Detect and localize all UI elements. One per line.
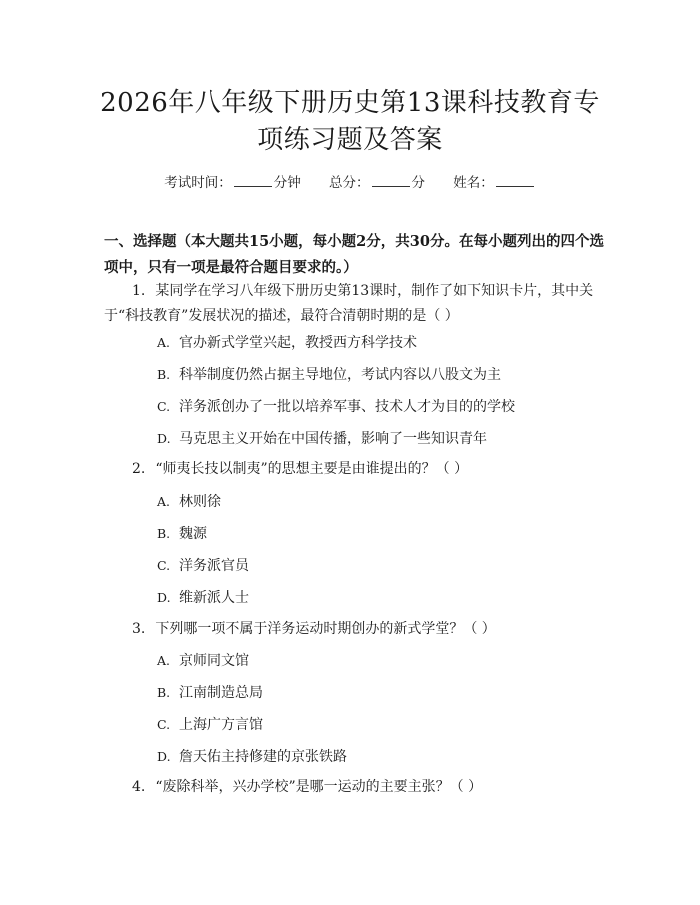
time-blank — [234, 174, 272, 187]
option-letter: D. — [157, 749, 171, 764]
question-number: 2. — [132, 461, 146, 477]
option-letter: C. — [157, 558, 171, 573]
option-3b — [157, 683, 263, 703]
page-title-line-2: 项练习题及答案 — [257, 125, 443, 155]
name-field — [453, 171, 536, 191]
option-text: 官办新式学堂兴起，教授西方科学技术 — [179, 335, 417, 351]
option-letter: A. — [157, 653, 171, 668]
name-label: 姓名： — [453, 175, 494, 191]
option-3c — [157, 715, 263, 735]
question-stem: “废除科举，兴办学校”是哪一运动的主要主张？（ ） — [155, 779, 483, 795]
name-blank — [496, 174, 534, 187]
option-1c — [157, 397, 515, 417]
option-letter: C. — [157, 717, 171, 732]
option-letter: A. — [157, 335, 171, 350]
question-stem: 某同学在学习八年级下册历史第13课时，制作了如下知识卡片，其中关于“科技教育”发展状况的描述，最符合清朝时期的是（ ） — [104, 283, 594, 324]
option-text: 马克思主义开始在中国传播，影响了一些知识青年 — [179, 431, 487, 447]
option-letter: C. — [157, 399, 171, 414]
option-text: 詹天佑主持修建的京张铁路 — [179, 749, 347, 765]
option-letter: B. — [157, 367, 171, 382]
option-letter: B. — [157, 685, 171, 700]
question-2 — [104, 457, 600, 482]
question-stem: 下列哪一项不属于洋务运动时期创办的新式学堂？（ ） — [155, 621, 496, 637]
page-title-line-1: 2026年八年级下册历史第13课科技教育专 — [100, 88, 600, 118]
option-text: 京师同文馆 — [179, 653, 249, 669]
time-field — [164, 171, 301, 191]
option-1d — [157, 429, 487, 449]
option-2a — [157, 492, 221, 512]
question-3 — [104, 617, 600, 642]
option-1b — [157, 365, 501, 385]
question-4 — [104, 775, 600, 800]
option-text: 科举制度仍然占据主导地位，考试内容以八股文为主 — [179, 367, 501, 383]
option-3d — [157, 747, 347, 767]
option-letter: D. — [157, 431, 171, 446]
time-unit: 分钟 — [273, 175, 301, 191]
option-letter: A. — [157, 494, 171, 509]
option-text: 魏源 — [179, 526, 207, 542]
option-1a — [157, 333, 417, 353]
score-blank — [372, 174, 410, 187]
option-letter: D. — [157, 590, 171, 605]
question-1 — [104, 279, 600, 329]
option-2d — [157, 588, 249, 608]
score-field — [329, 171, 425, 191]
section-heading: 一、选择题（本大题共15小题，每小题2分，共30分。在每小题列出的四个选项中，只有一项是最符合题目要求的。） — [104, 233, 604, 276]
option-text: 维新派人士 — [179, 590, 249, 606]
question-number: 4. — [132, 779, 146, 795]
option-text: 洋务派官员 — [179, 558, 249, 574]
question-number: 3. — [132, 621, 146, 637]
option-text: 上海广方言馆 — [179, 717, 263, 733]
option-3a — [157, 651, 249, 671]
option-letter: B. — [157, 526, 171, 541]
exam-meta-line — [0, 171, 700, 191]
score-label: 总分： — [329, 175, 370, 191]
time-label: 考试时间： — [164, 175, 232, 191]
score-unit: 分 — [411, 175, 425, 191]
option-2b — [157, 524, 207, 544]
question-number: 1. — [132, 283, 146, 299]
option-2c — [157, 556, 249, 576]
option-text: 江南制造总局 — [179, 685, 263, 701]
question-stem: “师夷长技以制夷”的思想主要是由谁提出的？（ ） — [155, 461, 469, 477]
option-text: 林则徐 — [179, 494, 221, 510]
option-text: 洋务派创办了一批以培养军事、技术人才为目的的学校 — [179, 399, 515, 415]
